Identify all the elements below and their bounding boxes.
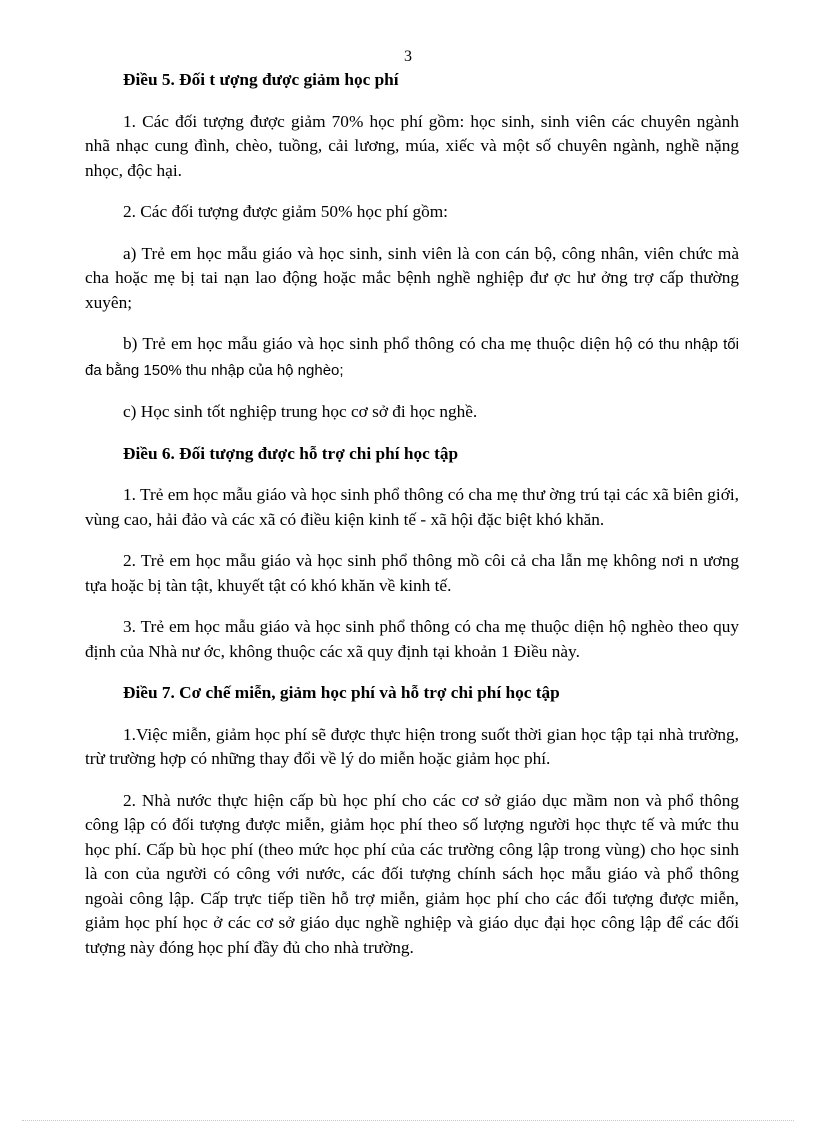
article-5-item-a: a) Trẻ em học mẫu giáo và học sinh, sinh viên là con cán bộ, công nhân, viên chức mà cha hoặc mẹ bị tai nạn lao động hoặc mắc bệnh nghề nghiệp đư ợc hư ởng trợ cấp thường xuyên; <box>85 243 739 312</box>
article-6-paragraph-1: 1. Trẻ em học mẫu giáo và học sinh phổ thông có cha mẹ thư ờng trú tại các xã biên giới, vùng cao, hải đảo và các xã có điều kiện kinh tế - xã hội đặc biệt khó khăn. <box>85 485 739 529</box>
article-5-paragraph-1: 1. Các đối tượng được giảm 70% học phí gồm: học sinh, sinh viên các chuyên ngành nhã nhạc cung đình, chèo, tuồng, cải lương, múa, xiếc và một số chuyên ngành, nghề nặng nhọc, độc hại. <box>85 111 739 180</box>
article-5-heading: Điều 5. Đối t ượng được giảm học phí <box>123 70 399 89</box>
article-5-item-b-main: b) Trẻ em học mẫu giáo và học sinh phổ thông có cha mẹ thuộc diện hộ <box>123 334 633 353</box>
page-number: 3 <box>404 48 412 65</box>
article-7-heading: Điều 7. Cơ chế miễn, giảm học phí và hỗ trợ chi phí học tập <box>123 683 560 702</box>
article-5-item-b-small: có thu nhập tối đa bằng 150% thu nhập của hộ nghèo; <box>85 336 739 379</box>
article-6-heading: Điều 6. Đối tượng được hỗ trợ chi phí học tập <box>123 443 459 463</box>
article-5-item-b <box>85 332 739 383</box>
article-7-paragraph-2: 2. Nhà nước thực hiện cấp bù học phí cho các cơ sở giáo dục mầm non và phổ thông công lập có đối tượng được miễn, giảm học phí theo số lượng người học thực tế và mức thu học phí. Cấp bù học phí (theo mức học phí của các trường công lập trong vùng) cho học sinh là con của người có công với nước, các đối tượng chính sách học mẫu giáo và phổ thông ngoài công lập. Cấp trực tiếp tiền hỗ trợ miễn, giảm học phí cho các đối tượng được miễn, giảm học phí học ở các cơ sở giáo dục nghề nghiệp và giáo dục đại học công lập để các đối tượng này đóng học phí đầy đủ cho nhà trường. <box>85 790 739 957</box>
article-6-paragraph-2: 2. Trẻ em học mẫu giáo và học sinh phổ thông mồ côi cả cha lẫn mẹ không nơi n ương tựa hoặc bị tàn tật, khuyết tật có khó khăn về kinh tế. <box>85 551 739 595</box>
article-5-item-c: c) Học sinh tốt nghiệp trung học cơ sở đi học nghề. <box>123 402 478 421</box>
article-7-paragraph-1: 1.Việc miễn, giảm học phí sẽ được thực hiện trong suốt thời gian học tập tại nhà trường, trừ trường hợp có những thay đổi về lý do miễn hoặc giảm học phí. <box>85 724 739 768</box>
article-6-paragraph-3: 3. Trẻ em học mẫu giáo và học sinh phổ thông có cha mẹ thuộc diện hộ nghèo theo quy định của Nhà nư ớc, không thuộc các xã quy định tại khoản 1 Điều này. <box>85 617 739 661</box>
article-5-paragraph-2: 2. Các đối tượng được giảm 50% học phí gồm: <box>123 202 448 221</box>
document-body <box>85 68 739 960</box>
page-bottom-border <box>22 1120 794 1121</box>
